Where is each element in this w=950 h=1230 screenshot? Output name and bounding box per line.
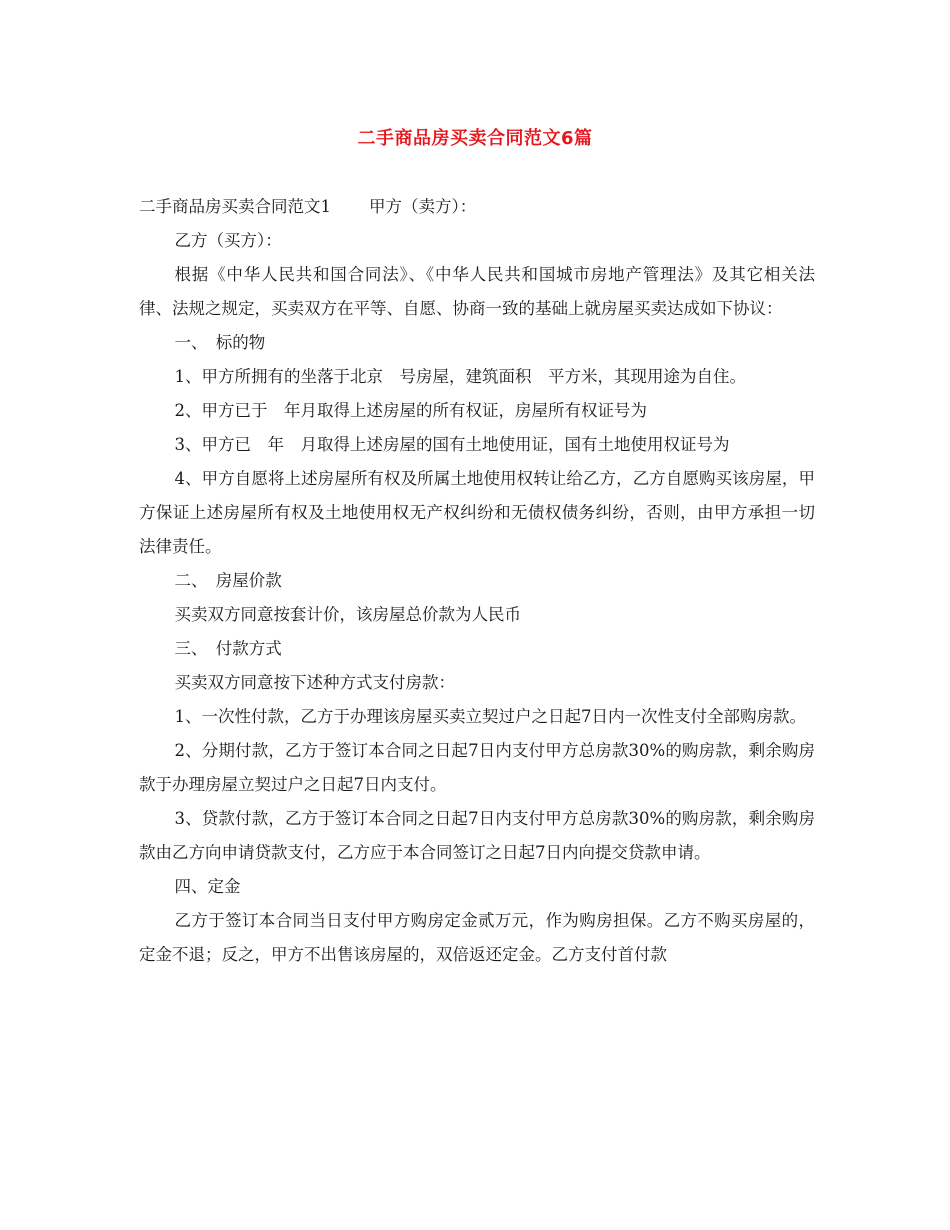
paragraph-preamble: 根据《中华人民共和国合同法》、《中华人民共和国城市房地产管理法》及其它相关法律、法规之规定，买卖双方在平等、自愿、协商一致的基础上就房屋买卖达成如下协议： bbox=[139, 265, 815, 318]
section-heading-price: 二、 房屋价款 bbox=[174, 571, 282, 590]
clause-1-4: 4、甲方自愿将上述房屋所有权及所属土地使用权转让给乙方，乙方自愿购买该房屋，甲方保证上述房屋所有权及土地使用权无产权纠纷和无债权债务纠纷，否则，由甲方承担一切法律责任。 bbox=[139, 469, 815, 556]
clause-payment-3: 3、贷款付款，乙方于签订本合同之日起7日内支付甲方总房款30%的购房款，剩余购房款由乙方向申请贷款支付，乙方应于本合同签订之日起7日内向提交贷款申请。 bbox=[139, 809, 815, 862]
section-heading-deposit: 四、定金 bbox=[174, 877, 241, 896]
clause-payment-intro: 买卖双方同意按下述种方式支付房款： bbox=[174, 673, 455, 692]
paragraph-buyer: 乙方（买方）： bbox=[174, 231, 282, 250]
clause-deposit: 乙方于签订本合同当日支付甲方购房定金贰万元，作为购房担保。乙方不购买房屋的，定金不退；反之，甲方不出售该房屋的，双倍返还定金。乙方支付首付款 bbox=[139, 911, 815, 964]
clause-1-2: 2、甲方已于 年月取得上述房屋的所有权证，房屋所有权证号为 bbox=[174, 401, 647, 420]
section-heading-subject: 一、 标的物 bbox=[174, 333, 266, 352]
heading-line-part1: 二手商品房买卖合同范文1 bbox=[139, 197, 331, 216]
clause-1-1: 1、甲方所拥有的坐落于北京 号房屋，建筑面积 平方米，其现用途为自住。 bbox=[174, 367, 746, 386]
clause-payment-1: 1、一次性付款，乙方于办理该房屋买卖立契过户之日起7日内一次性支付全部购房款。 bbox=[174, 707, 806, 726]
section-heading-payment: 三、 付款方式 bbox=[174, 639, 282, 658]
clause-1-3: 3、甲方已 年 月取得上述房屋的国有土地使用证，国有土地使用权证号为 bbox=[174, 435, 730, 454]
clause-payment-2: 2、分期付款，乙方于签订本合同之日起7日内支付甲方总房款30%的购房款，剩余购房款于办理房屋立契过户之日起7日内支付。 bbox=[139, 741, 815, 794]
heading-line-part2: 甲方（卖方）： bbox=[369, 197, 477, 216]
clause-price: 买卖双方同意按套计价，该房屋总价款为人民币 bbox=[174, 605, 521, 624]
document-title: 二手商品房买卖合同范文6篇 bbox=[357, 128, 593, 149]
document-body bbox=[139, 190, 815, 972]
heading-line bbox=[139, 190, 815, 224]
